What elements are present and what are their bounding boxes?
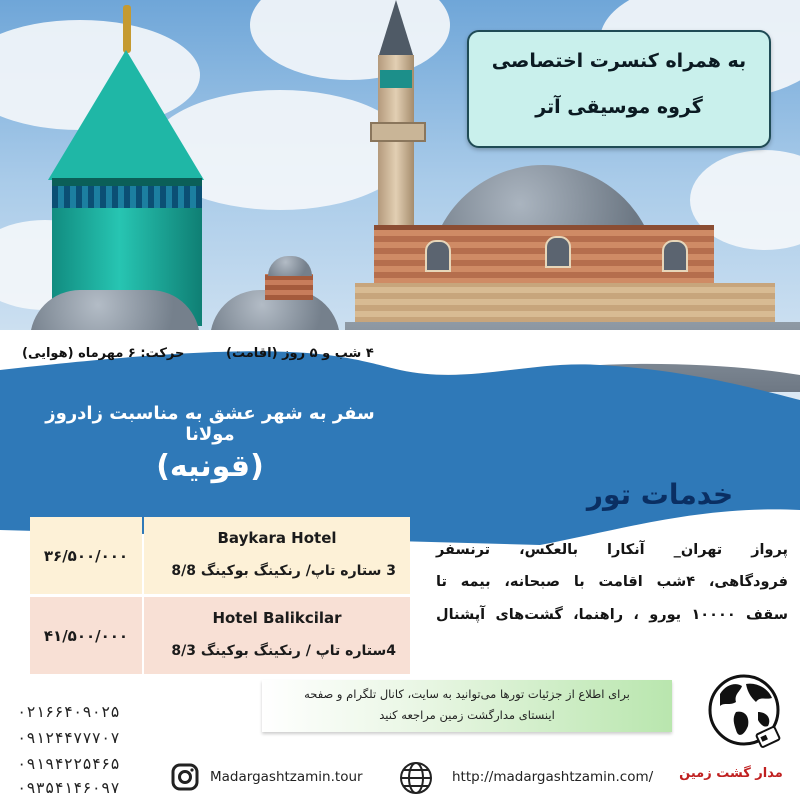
- minaret-balcony: [370, 122, 426, 142]
- hotel-row: [30, 597, 410, 674]
- hotel-price: ۳۶/۵۰۰/۰۰۰: [30, 517, 142, 594]
- services-heading: خدمات تور: [586, 478, 734, 511]
- hotel-rating: 4ستاره تاپ / رنکینگ بوکینگ 8/3: [171, 643, 396, 659]
- phone-number[interactable]: ۰۹۳۵۴۱۴۶۰۹۷: [17, 779, 120, 797]
- world-map-logo: [706, 672, 786, 758]
- green-dome: [48, 50, 204, 180]
- hotel-row: [30, 517, 410, 594]
- hotel-info: [144, 597, 410, 674]
- hotel-name: Baykara Hotel: [217, 529, 337, 547]
- tour-city: (قونیه): [156, 449, 264, 484]
- callout-line-1: به همراه کنسرت اختصاصی: [491, 50, 747, 72]
- info-line-1: برای اطلاع از جزئیات تورها می‌توانید به سایت، کانال تلگرام و صفحه: [304, 687, 630, 701]
- callout-line-2: گروه موسیقی آتر: [535, 96, 703, 118]
- services-line-3: سقف ۱۰۰۰۰ یورو ، راهنما، گشت‌های آپشنال: [436, 607, 788, 623]
- instagram-icon[interactable]: [171, 763, 199, 791]
- minaret-tip: [378, 0, 414, 58]
- small-dome: [268, 256, 312, 276]
- minaret-band: [380, 70, 412, 88]
- hotel-price-table: [30, 517, 410, 675]
- instagram-handle[interactable]: Madargashtzamin.tour: [210, 769, 363, 785]
- phone-number[interactable]: ۰۹۱۲۴۴۷۷۷۰۷: [17, 729, 120, 747]
- tour-title: سفر به شهر عشق به مناسبت زادروز مولانا: [45, 403, 375, 445]
- hotel-name: Hotel Balikcilar: [212, 609, 342, 627]
- brand-name: مدار گشت زمین: [679, 766, 783, 781]
- services-line-1: پرواز تهران_ آنکارا بالعکس، ترنسفر: [436, 542, 788, 558]
- info-line-2: اینستای مدارگشت زمین مراجعه کنید: [379, 708, 555, 722]
- brick-drum: [265, 274, 313, 300]
- tomb-band: [52, 186, 202, 208]
- mosque-lower-wall: [355, 283, 775, 323]
- hotel-price: ۴۱/۵۰۰/۰۰۰: [30, 597, 142, 674]
- window: [545, 236, 571, 268]
- website-link[interactable]: http://madargashtzamin.com/: [452, 769, 654, 785]
- phone-number[interactable]: ۰۲۱۶۶۴۰۹۰۲۵: [17, 703, 120, 721]
- info-box: [262, 680, 672, 732]
- cloud: [250, 0, 450, 80]
- hotel-rating: 3 ستاره تاپ/ رنکینگ بوکینگ 8/8: [171, 563, 396, 579]
- phone-number[interactable]: ۰۹۱۹۴۲۲۵۴۶۵: [17, 755, 120, 773]
- globe-icon: [398, 760, 434, 796]
- services-line-2: فرودگاهی، ۴شب اقامت با صبحانه، بیمه تا: [436, 574, 788, 590]
- departure-text: حرکت: ۶ مهرماه (هوایی): [22, 346, 185, 361]
- tomb-finial: [123, 5, 131, 53]
- window: [662, 240, 688, 272]
- hotel-info: [144, 517, 410, 594]
- duration-text: ۴ شب و ۵ روز (اقامت): [226, 346, 374, 361]
- concert-callout: [467, 30, 771, 148]
- window: [425, 240, 451, 272]
